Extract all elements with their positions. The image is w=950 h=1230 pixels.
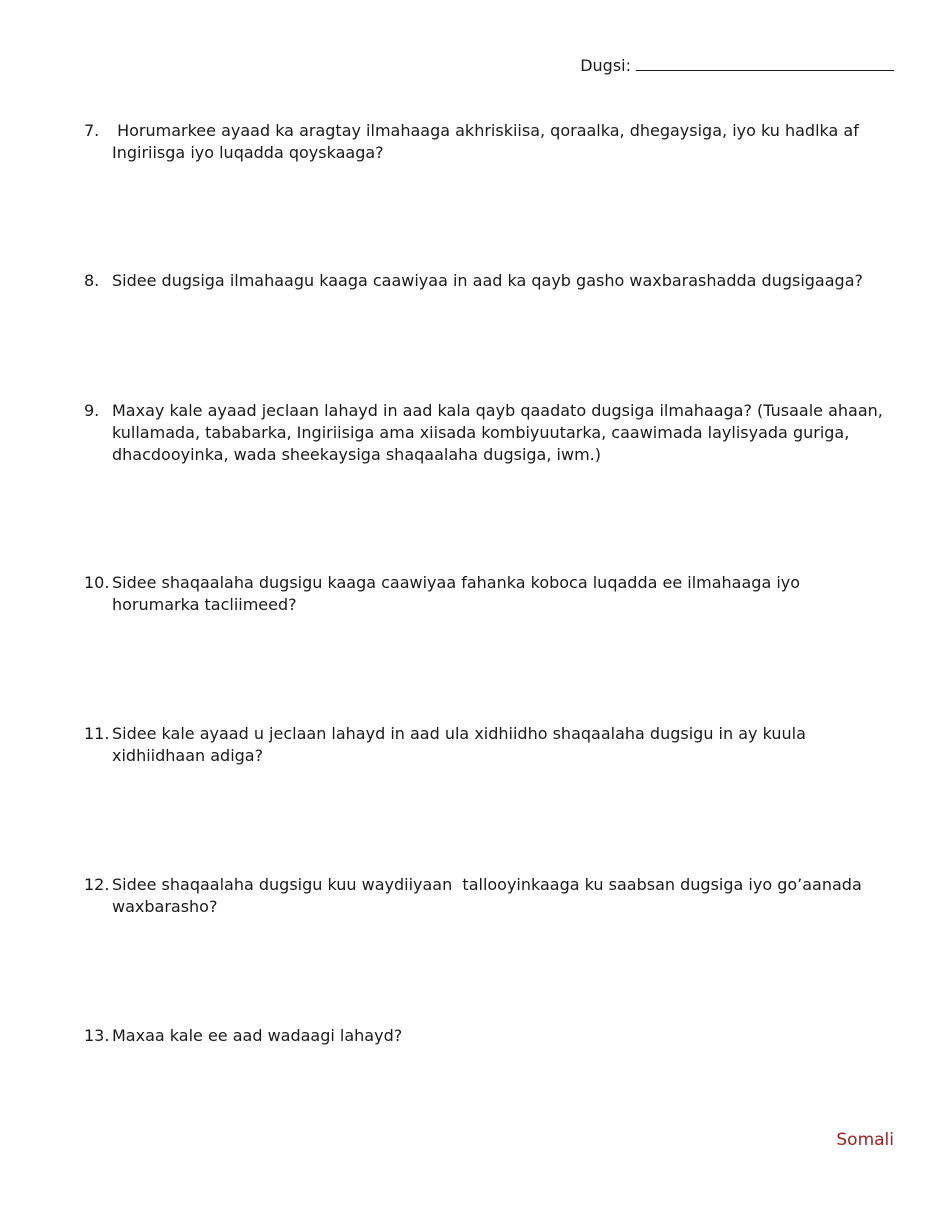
school-name-blank-line[interactable] [636, 56, 894, 71]
question-text: Sidee dugsiga ilmahaagu kaaga caawiyaa in aad ka qayb gasho waxbarashadda dugsigaaga? [112, 271, 863, 290]
question-13 [84, 1025, 884, 1047]
question-8 [84, 270, 884, 292]
school-name-field [580, 56, 894, 75]
question-text: Horumarkee ayaad ka aragtay ilmahaaga akhriskiisa, qoraalka, dhegaysiga, iyo ku hadlka af Ingiriisga iyo luqadda qoyskaaga? [112, 121, 864, 162]
school-label: Dugsi: [580, 56, 631, 75]
question-number: 13. [84, 1026, 110, 1045]
question-number: 10. [84, 573, 110, 592]
question-12 [84, 874, 884, 918]
question-text: Sidee shaqaalaha dugsigu kaaga caawiyaa fahanka koboca luqadda ee ilmahaaga iyo horumarka tacliimeed? [112, 573, 801, 614]
question-11 [84, 723, 884, 767]
question-text: Maxay kale ayaad jeclaan lahayd in aad kala qayb qaadato dugsiga ilmahaaga? (Tusaale ahaan, kullamada, tababarka, Ingiriisiga ama xiisada kombiyuutarka, caawimada laylisyada guriga, dhacdooyinka, wada sheekaysiga shaqaalaha dugsiga, iwm.) [112, 401, 883, 464]
question-10 [84, 572, 884, 616]
question-text: Sidee kale ayaad u jeclaan lahayd in aad ula xidhiidho shaqaalaha dugsigu in ay kuula xidhiidhaan adiga? [112, 724, 806, 765]
question-number: 9. [84, 401, 100, 420]
question-number: 11. [84, 724, 110, 743]
language-label: Somali [836, 1130, 894, 1150]
question-number: 12. [84, 875, 110, 894]
question-7 [84, 120, 884, 164]
question-number: 7. [84, 121, 100, 140]
question-text: Sidee shaqaalaha dugsigu kuu waydiiyaan tallooyinkaaga ku saabsan dugsiga iyo go’aanada waxbarasho? [112, 875, 867, 916]
question-9 [84, 400, 884, 466]
question-number: 8. [84, 271, 100, 290]
question-text: Maxaa kale ee aad wadaagi lahayd? [112, 1026, 403, 1045]
